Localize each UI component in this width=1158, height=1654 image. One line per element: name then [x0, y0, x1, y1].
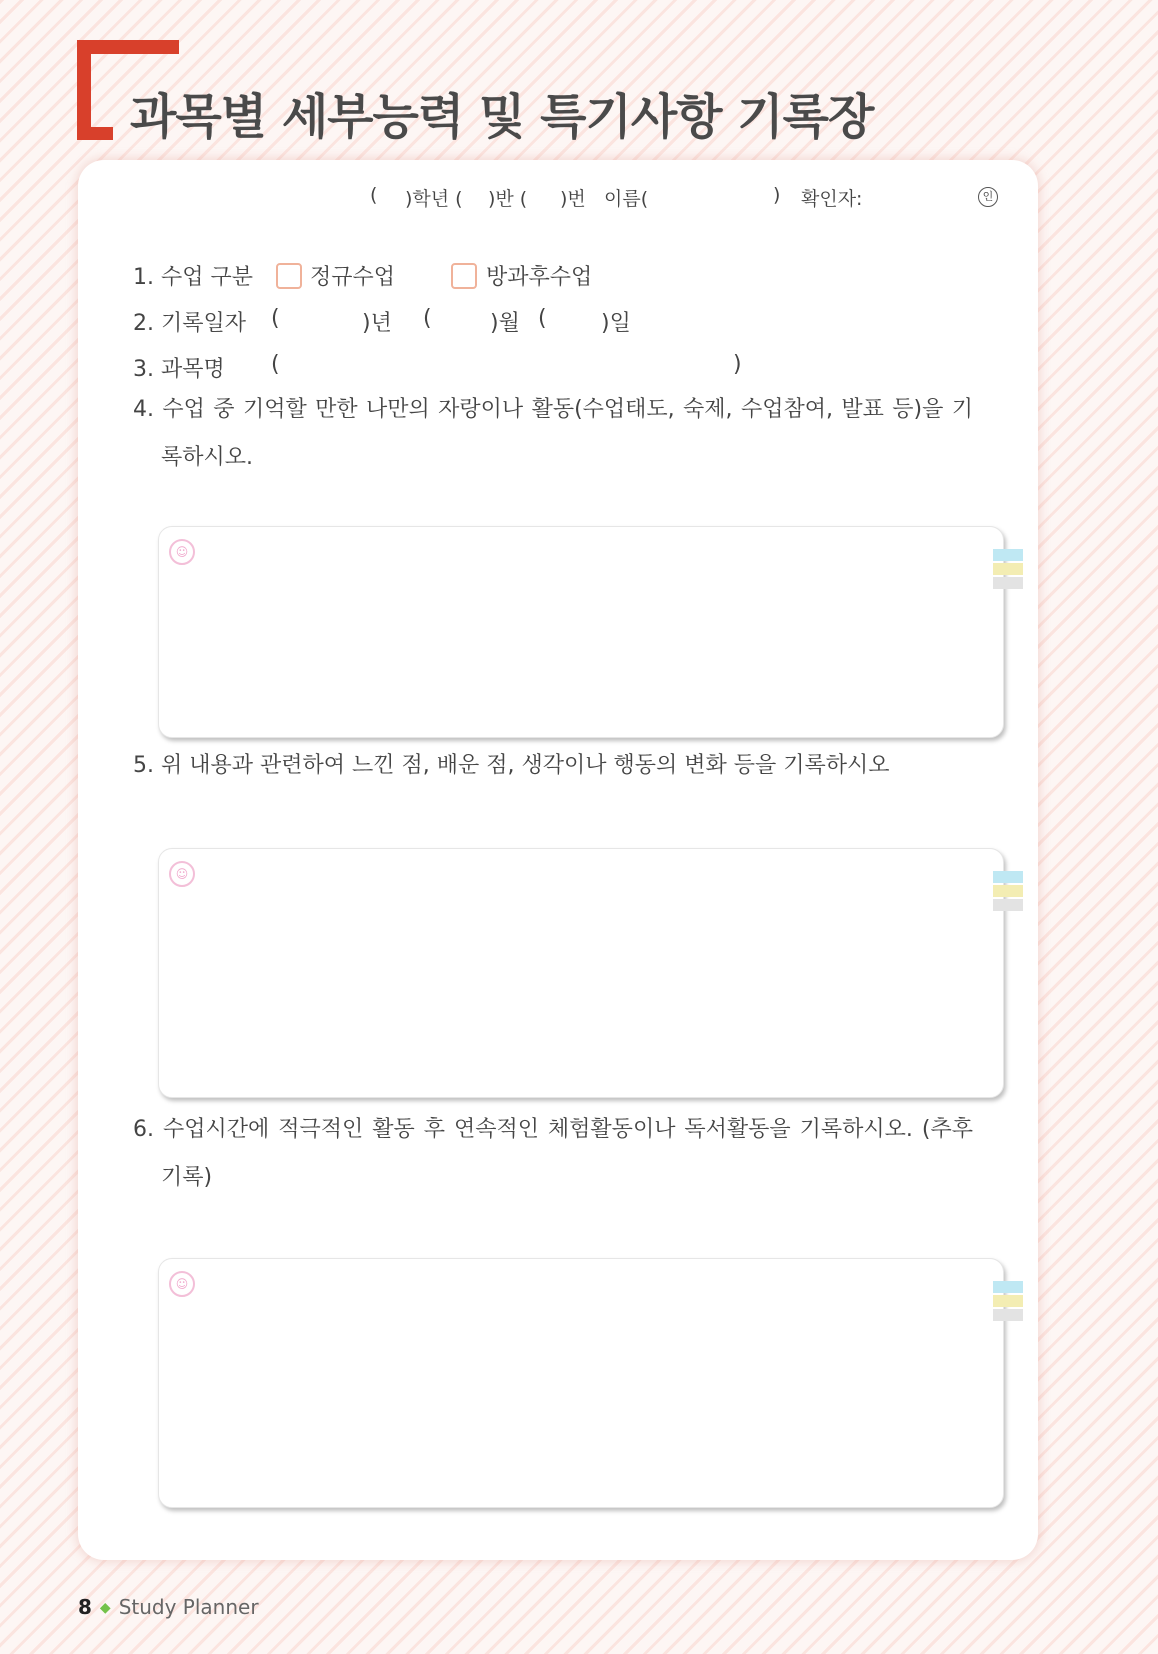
regular-class-label: 정규수업	[310, 265, 396, 290]
page-footer	[78, 1595, 259, 1619]
q3-open: (	[271, 352, 280, 377]
student-info-line	[78, 184, 1038, 214]
q6-answer-box[interactable]	[158, 1258, 1004, 1508]
page-number: 8	[78, 1595, 92, 1619]
info-class: )반 (	[488, 188, 528, 210]
q2-day: )일	[601, 311, 631, 336]
info-name: 이름(	[604, 188, 649, 210]
regular-class-checkbox[interactable]	[276, 263, 302, 289]
book-title: Study Planner	[118, 1595, 259, 1619]
q4-text: 4. 수업 중 기억할 만한 나만의 자랑이나 활동(수업태도, 숙제, 수업참여, 발표 등)을 기록하시오.	[133, 397, 973, 470]
q5-text: 5. 위 내용과 관련하여 느낀 점, 배운 점, 생각이나 행동의 변화 등을 기록하시오	[133, 753, 890, 778]
after-school-checkbox[interactable]	[451, 263, 477, 289]
q2-open-year: (	[271, 306, 280, 331]
q2-year: )년	[362, 311, 392, 336]
q2-open-day: (	[538, 306, 547, 331]
q1-label: 1. 수업 구분	[133, 265, 253, 290]
q4-prompt	[133, 386, 973, 482]
q3-label: 3. 과목명	[133, 357, 225, 382]
smiley-icon: ☺	[169, 539, 195, 565]
smiley-icon: ☺	[169, 861, 195, 887]
info-checker: 확인자:	[801, 188, 863, 210]
diamond-icon: ◆	[99, 1600, 111, 1616]
q5-answer-box[interactable]	[158, 848, 1004, 1098]
record-sheet	[78, 160, 1038, 1560]
page-title: 과목별 세부능력 및 특기사항 기록장	[130, 89, 874, 145]
q5-prompt	[133, 742, 973, 790]
after-school-label: 방과후수업	[486, 265, 593, 290]
info-open: (	[370, 184, 378, 206]
info-number: )번	[560, 188, 586, 210]
q6-text: 6. 수업시간에 적극적인 활동 후 연속적인 체험활동이나 독서활동을 기록하시오. (추후 기록)	[133, 1117, 973, 1190]
info-name-close: )	[773, 184, 781, 206]
q3-close: )	[733, 352, 742, 377]
q2-month: )월	[490, 311, 520, 336]
q6-prompt	[133, 1106, 973, 1202]
smiley-icon: ☺	[169, 1271, 195, 1297]
seal-mark: 인	[978, 187, 998, 207]
q2-open-month: (	[423, 306, 432, 331]
q4-answer-box[interactable]	[158, 526, 1004, 738]
info-grade: )학년 (	[405, 188, 463, 210]
q2-label: 2. 기록일자	[133, 311, 246, 336]
